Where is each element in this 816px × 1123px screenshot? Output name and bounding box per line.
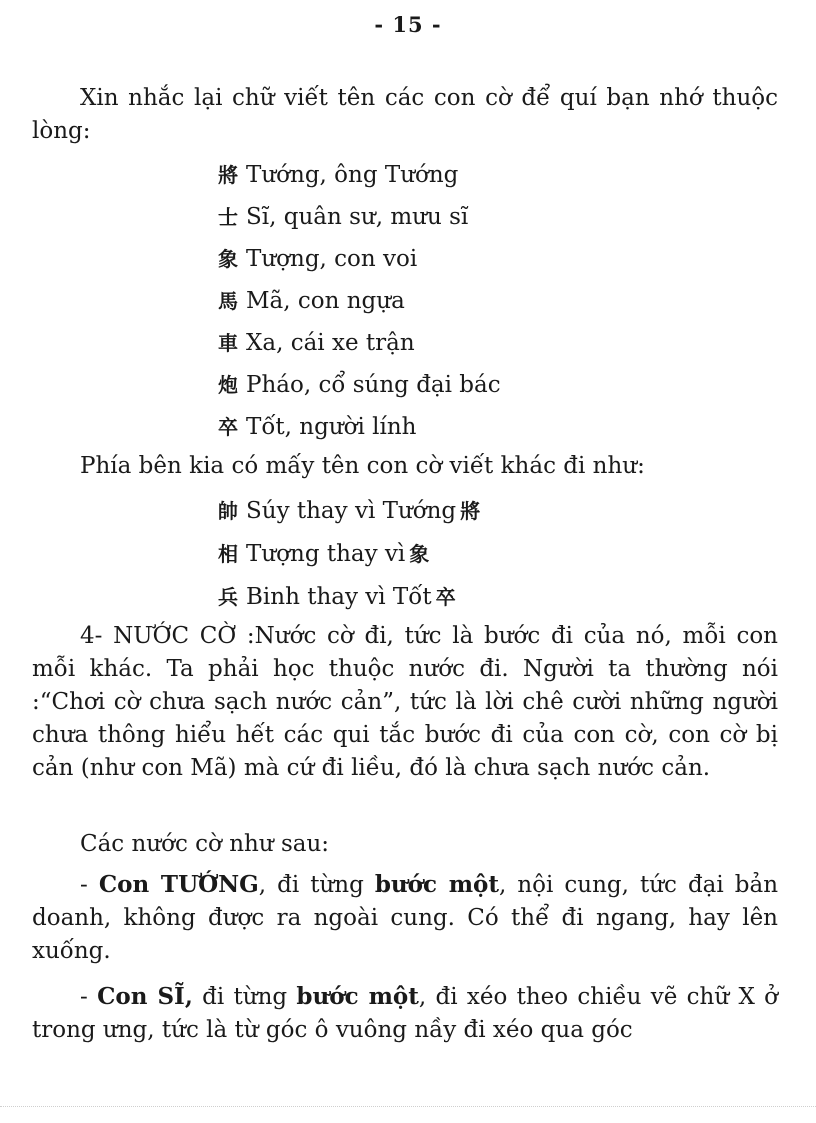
list-item [218, 322, 501, 364]
text-run: , nội cung, tức đại bản doanh, không được ra ngoài cung. Có thể đi ngang, hay lên xuống. [32, 872, 779, 964]
list-item [218, 406, 501, 448]
alternate-text: Súy thay vì Tướng [246, 498, 457, 524]
chinese-glyph: 象 [218, 247, 238, 271]
chinese-glyph: 相 [218, 542, 238, 566]
piece-name-bold: Con TƯỚNG [98, 871, 259, 898]
chinese-glyph: 士 [218, 205, 238, 229]
text-run: đi từng [192, 984, 297, 1010]
advisor-move-paragraph [32, 980, 778, 1047]
text-run: , đi từng [258, 872, 375, 898]
piece-name-text: Tướng, ông Tướng [246, 162, 459, 188]
chinese-glyph: 卒 [218, 415, 238, 439]
list-item [218, 364, 501, 406]
piece-name-text: Tốt, người lính [246, 414, 417, 440]
piece-name-list [218, 154, 501, 448]
chinese-glyph: 卒 [435, 585, 456, 609]
chinese-glyph: 將 [218, 163, 238, 187]
dash-prefix: - [80, 872, 99, 898]
step-bold: bước một [374, 871, 500, 898]
chinese-glyph: 帥 [218, 499, 238, 523]
piece-name-text: Pháo, cổ súng đại bác [246, 372, 501, 398]
alternate-text: Tượng thay vì [246, 541, 406, 567]
bottom-divider [0, 1106, 816, 1107]
piece-name-bold: Con SĨ, [97, 983, 193, 1010]
list-item [218, 280, 501, 322]
alternate-text: Binh thay vì Tốt [246, 584, 432, 610]
chinese-glyph: 炮 [218, 373, 238, 397]
step-bold: bước một [296, 983, 419, 1010]
list-item [218, 576, 480, 619]
intro-paragraph: Xin nhắc lại chữ viết tên các con cờ để quí bạn nhớ thuộc lòng: [32, 85, 778, 144]
list-item [218, 490, 480, 533]
list-item [218, 533, 480, 576]
piece-name-text: Sĩ, quân sư, mưu sĩ [246, 204, 469, 230]
chinese-glyph: 兵 [218, 585, 238, 609]
piece-name-text: Xa, cái xe trận [246, 330, 415, 356]
chinese-glyph: 將 [460, 499, 481, 523]
page-number: - 15 - [374, 12, 442, 37]
alternate-name-list [218, 490, 480, 619]
moves-paragraph: 4- NƯỚC CỜ :Nước cờ đi, tức là bước đi của nó, mỗi con mỗi khác. Ta phải học thuộc nước đi. Người ta thường nói :“Chơi cờ chưa sạch nước cản”, tức là lời chê cười những người chưa thông hiểu hết các qui tắc bước đi của con cờ, con cờ bị cản (như con Mã) mà cứ đi liều, đó là chưa sạch nước cản. [32, 623, 778, 781]
dash-prefix: - [80, 984, 98, 1010]
chinese-glyph: 車 [218, 331, 238, 355]
piece-name-text: Mã, con ngựa [246, 288, 405, 314]
moves-intro: Các nước cờ như sau: [80, 831, 330, 857]
chinese-glyph: 馬 [218, 289, 238, 313]
other-names-intro: Phía bên kia có mấy tên con cờ viết khác đi như: [80, 453, 645, 479]
list-item [218, 196, 501, 238]
general-move-paragraph [32, 868, 778, 968]
text-run: , đi xéo theo chiều vẽ chữ X ở trong ưng, tức là từ góc ô vuông nầy đi xéo qua góc [32, 984, 778, 1043]
list-item [218, 238, 501, 280]
list-item [218, 154, 501, 196]
chinese-glyph: 象 [409, 542, 430, 566]
piece-name-text: Tượng, con voi [246, 246, 418, 272]
